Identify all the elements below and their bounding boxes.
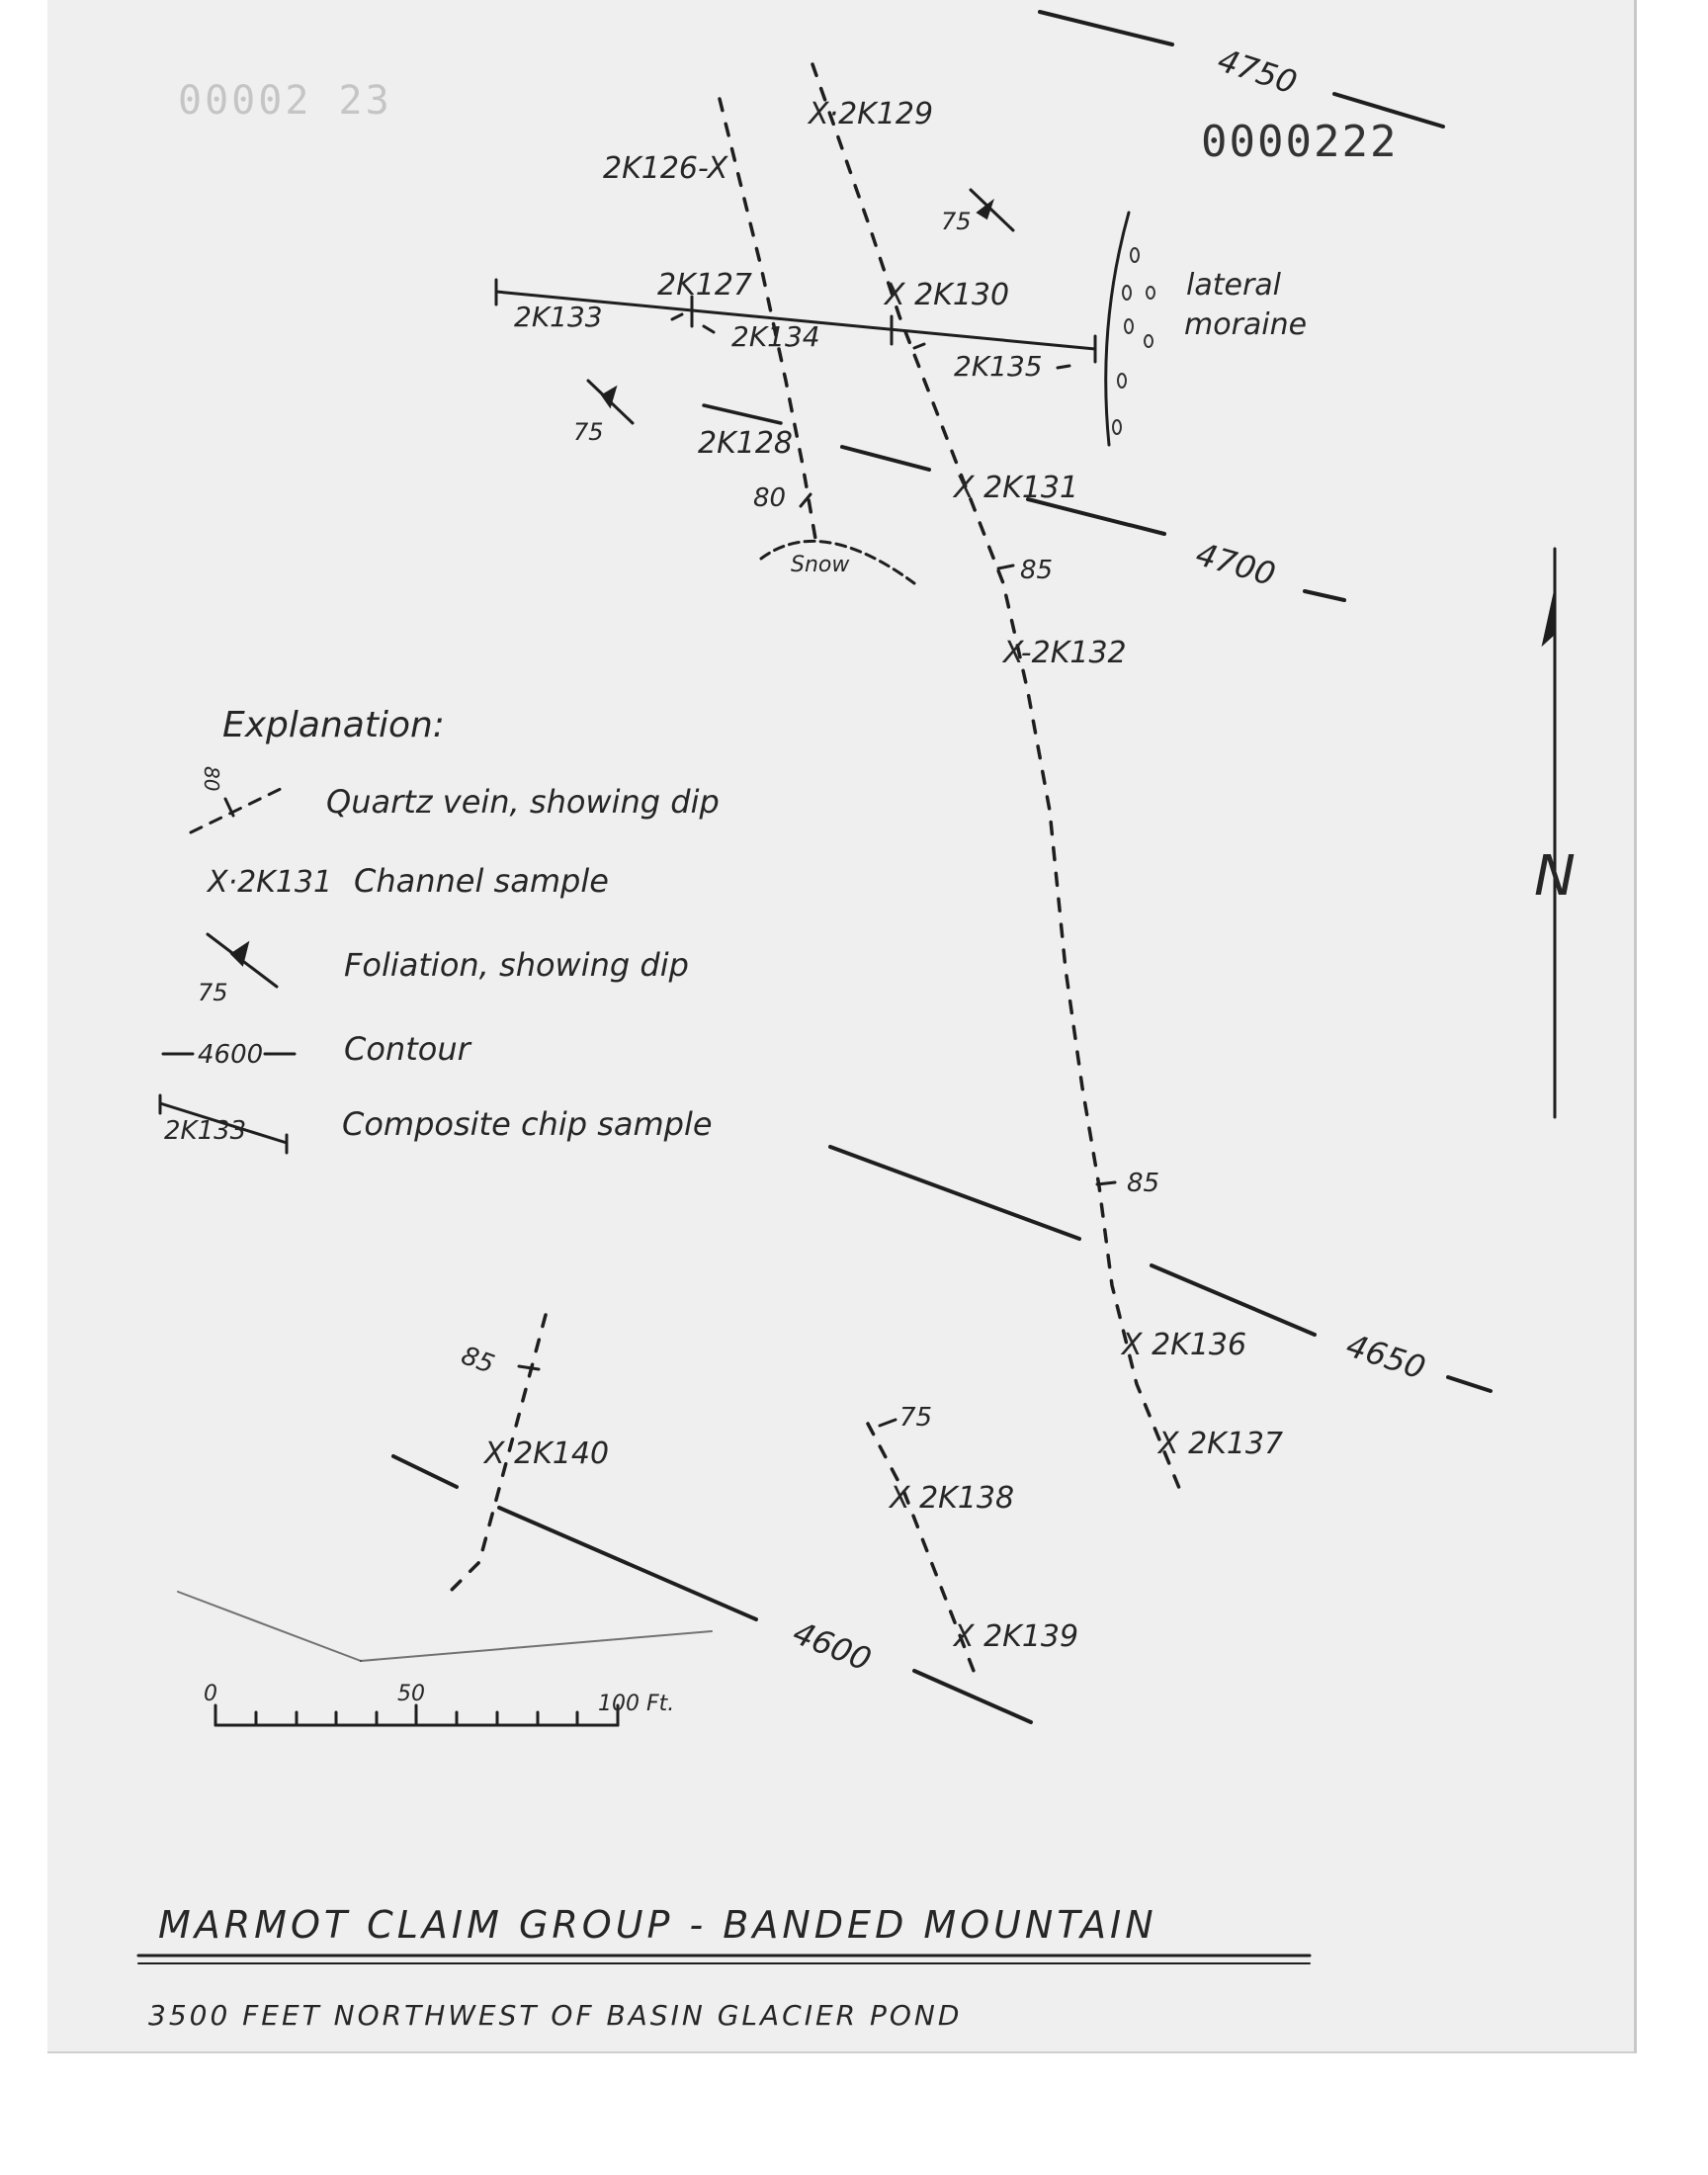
scale-label-100: 100 Ft. [598, 1692, 675, 1716]
sample-2k131: X 2K131 [954, 471, 1079, 505]
contour-4750-line [1040, 12, 1172, 44]
sample-2k130: X 2K130 [885, 278, 1010, 312]
contour-4650-line-east [1448, 1377, 1491, 1391]
contour-4600-line-west [393, 1456, 457, 1487]
contour-label-4600: 4600 [788, 1613, 877, 1679]
sample-2k129: X·2K129 [809, 97, 934, 131]
sample-2k132: X-2K132 [1003, 636, 1127, 670]
label-2k133: 2K133 [514, 301, 603, 333]
legend-composite: Composite chip sample [342, 1105, 713, 1143]
sample-2k126: 2K126-X [603, 151, 728, 186]
sample-2k138: X 2K138 [890, 1481, 1015, 1516]
north-arrow [1544, 549, 1555, 1117]
scale-label-50: 50 [397, 1682, 425, 1706]
lateral-label: lateral [1186, 268, 1281, 303]
legend-foliation-dip: 75 [198, 979, 228, 1006]
legend-contour-symbol: 4600 [198, 1040, 264, 1070]
map-subtitle: 3500 FEET NORTHWEST OF BASIN GLACIER POND [148, 1999, 963, 2032]
contour-label-4650: 4650 [1341, 1326, 1430, 1387]
contour-label-4750: 4750 [1213, 41, 1302, 102]
sample-2k137: X 2K137 [1158, 1427, 1284, 1461]
scale-label-0: 0 [204, 1682, 217, 1706]
foliation-dip-north: 75 [941, 208, 972, 235]
legend-quartz-vein: Quartz vein, showing dip [326, 783, 720, 821]
legend-quartz-dip: 80 [200, 766, 223, 792]
legend-foliation: Foliation, showing dip [344, 946, 689, 984]
label-2k135: 2K135 [954, 350, 1043, 383]
legend-contour: Contour [344, 1030, 470, 1068]
label-2k134: 2K134 [731, 320, 820, 353]
dip-85-west: 85 [457, 1341, 498, 1380]
sample-2k127: 2K127 [657, 268, 753, 303]
moraine-boulders [1113, 248, 1154, 434]
sample-2k140: X 2K140 [484, 1436, 610, 1471]
legend-quartz-vein-symbol [191, 786, 287, 832]
scale-bar [215, 1705, 618, 1725]
contour-4700-line-west [842, 447, 929, 470]
dip-80: 80 [753, 483, 787, 513]
dip-75-2k138: 75 [899, 1403, 933, 1433]
misc-lines [178, 213, 1129, 1661]
contour-4650-line [1152, 1265, 1315, 1335]
legend-channel-symbol: X·2K131 [208, 865, 333, 900]
contour-4600-line [499, 1508, 756, 1619]
map-title: MARMOT CLAIM GROUP - BANDED MOUNTAIN [158, 1903, 1157, 1947]
contour-4650-line-west [830, 1147, 1079, 1239]
dip-85-south: 85 [1127, 1169, 1160, 1198]
contour-label-4700: 4700 [1191, 535, 1280, 594]
dip-85-north: 85 [1020, 556, 1054, 585]
moraine-label: moraine [1184, 307, 1308, 342]
legend-heading: Explanation: [222, 705, 445, 745]
legend-channel-sample: Channel sample [354, 862, 609, 900]
snow-label: Snow [791, 553, 850, 577]
legend-composite-symbol: 2K133 [164, 1116, 247, 1146]
contour-4700-line-east [1305, 591, 1344, 600]
faint-stamp: 00002 23 [178, 78, 392, 124]
document-number: 0000222 [1201, 117, 1399, 167]
north-label: N [1534, 844, 1576, 909]
sample-2k128: 2K128 [698, 426, 794, 461]
sample-2k136: X 2K136 [1122, 1328, 1247, 1362]
foliation-dip-west: 75 [573, 418, 604, 446]
sample-2k139: X 2K139 [954, 1619, 1079, 1654]
contour-4600-line-east [914, 1671, 1031, 1722]
